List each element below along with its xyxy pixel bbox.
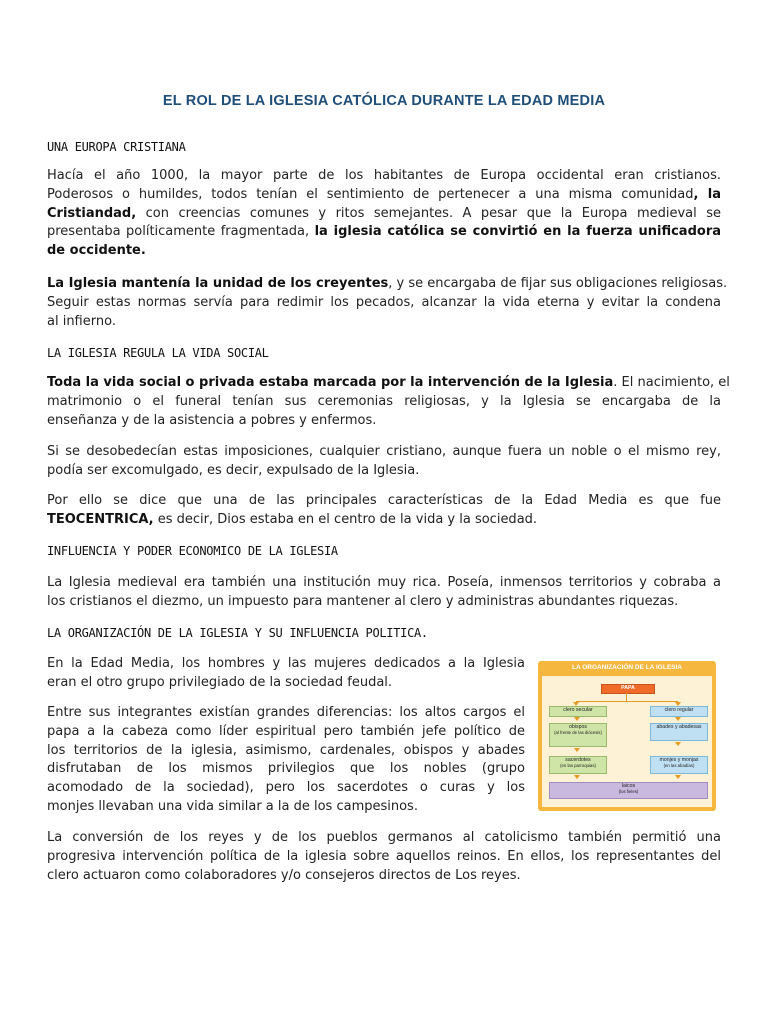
paragraph <box>47 704 525 817</box>
arrow-icon <box>574 717 580 721</box>
text-line: Toda la vida social o privada estaba marcada por la intervención de la Iglesia. El nacimiento, el <box>47 375 730 390</box>
text-line: matrimonio o el funeral tenían sus ceremonias religiosas, y la Iglesia se encargaba de la <box>47 393 721 409</box>
text-line: presentaba políticamente fragmentada, la iglesia católica se convirtió en la fuerza unificadora <box>47 224 722 240</box>
arrow-icon <box>675 742 681 746</box>
text-line: progresiva intervención política de la iglesia sobre aquellos reinos. En ellos, los representantes del <box>47 848 721 864</box>
section-heading: LA IGLESIA REGULA LA VIDA SOCIAL <box>47 346 269 360</box>
church-organization-diagram <box>538 661 716 811</box>
clero-secular-box: clero secular <box>549 706 607 717</box>
clero-regular-box: clero regular <box>650 706 708 717</box>
text-line: los territorios de la iglesia, asimismo, cardenales, obispos y abades <box>47 742 525 758</box>
text-line: disfrutaban de los mismos privilegios que los nobles (grupo <box>47 761 525 777</box>
text-line: La conversión de los reyes y de los pueblos germanos al catolicismo también permitió una <box>47 830 721 845</box>
arrow-icon <box>574 748 580 752</box>
arrow-icon <box>675 775 681 779</box>
text-line: al infierno. <box>47 313 116 329</box>
paragraph <box>47 374 730 430</box>
text-line: Seguir estas normas servía para redimir los pecados, alcanzar la vida eterna y evitar la condena <box>47 294 721 310</box>
connector <box>576 701 678 702</box>
text-line: papa a la cabeza como líder espiritual pero también jefe político de <box>47 723 525 739</box>
diagram-title: LA ORGANIZACIÓN DE LA IGLESIA <box>571 664 683 671</box>
monjes-box: monjes y monjas (en las abadías) <box>650 756 708 774</box>
page-title: EL ROL DE LA IGLESIA CATÓLICA DURANTE LA EDAD MEDIA <box>162 93 606 109</box>
text-line: de occidente. <box>47 243 146 259</box>
text-line: Cristiandad, con creencias comunes y ritos semejantes. A pesar que la Europa medieval se <box>47 205 721 221</box>
text-line: los cristianos el diezmo, un impuesto para mantener al clero y administras abundantes riquezas. <box>47 593 679 609</box>
text-line: Entre sus integrantes existían grandes diferencias: los altos cargos el <box>47 705 525 720</box>
section-heading: INFLUENCIA Y PODER ECONOMICO DE LA IGLESIA <box>47 544 338 558</box>
paragraph <box>47 275 728 331</box>
section-heading: UNA EUROPA CRISTIANA <box>47 140 186 154</box>
arrow-icon <box>574 775 580 779</box>
text-line: acomodado de la sociedad), pero los sacerdotes o curas y los <box>47 780 525 796</box>
text-line: En la Edad Media, los hombres y las mujeres dedicados a la Iglesia <box>47 656 525 671</box>
abades-box: abades y abadesas <box>650 723 708 741</box>
text-line: monjes llevaban una vida similar a la de los campesinos. <box>47 798 418 814</box>
text-line: Por ello se dice que una de las principales características de la Edad Media es que fue <box>47 493 721 508</box>
papa-box: PAPA <box>601 684 655 694</box>
text-line: Poderosos o humildes, todos tenían el sentimiento de pertenecer a una misma comunidad, la <box>47 186 721 202</box>
text-line: clero actuaron como colaboradores y/o consejeros directos de Los reyes. <box>47 867 521 883</box>
obispos-box: obispos (al frente de las diócesis) <box>549 723 607 747</box>
paragraph <box>47 492 721 530</box>
laicos-box: laicos (los fieles) <box>549 782 708 799</box>
paragraph <box>47 443 721 481</box>
connector <box>626 693 627 701</box>
text-line: TEOCENTRICA, es decir, Dios estaba en el centro de la vida y la sociedad. <box>47 511 538 527</box>
paragraph <box>47 574 721 612</box>
diagram-body <box>542 676 712 807</box>
paragraph <box>47 655 525 693</box>
paragraph <box>47 829 721 885</box>
text-line: Si se desobedecían estas imposiciones, cualquier cristiano, aunque fuera un noble o el mismo rey, <box>47 444 721 459</box>
section-heading: LA ORGANIZACIÓN DE LA IGLESIA Y SU INFLUENCIA POLITICA. <box>47 626 428 640</box>
arrow-icon <box>675 717 681 721</box>
text-line: Hacía el año 1000, la mayor parte de los habitantes de Europa occidental eran cristianos. <box>47 168 721 183</box>
text-line: podía ser excomulgado, es decir, expulsado de la Iglesia. <box>47 462 420 478</box>
sacerdotes-box: sacerdotes (en las parroquias) <box>549 756 607 774</box>
text-line: La Iglesia medieval era también una institución muy rica. Poseía, inmensos territorios y cobraba a <box>47 575 721 590</box>
text-line: enseñanza y de la asistencia a pobres y enfermos. <box>47 412 377 428</box>
text-line: eran el otro grupo privilegiado de la sociedad feudal. <box>47 674 393 690</box>
text-line: La Iglesia mantenía la unidad de los creyentes, y se encargaba de fijar sus obligaciones religiosas. <box>47 276 728 291</box>
paragraph <box>47 167 721 261</box>
